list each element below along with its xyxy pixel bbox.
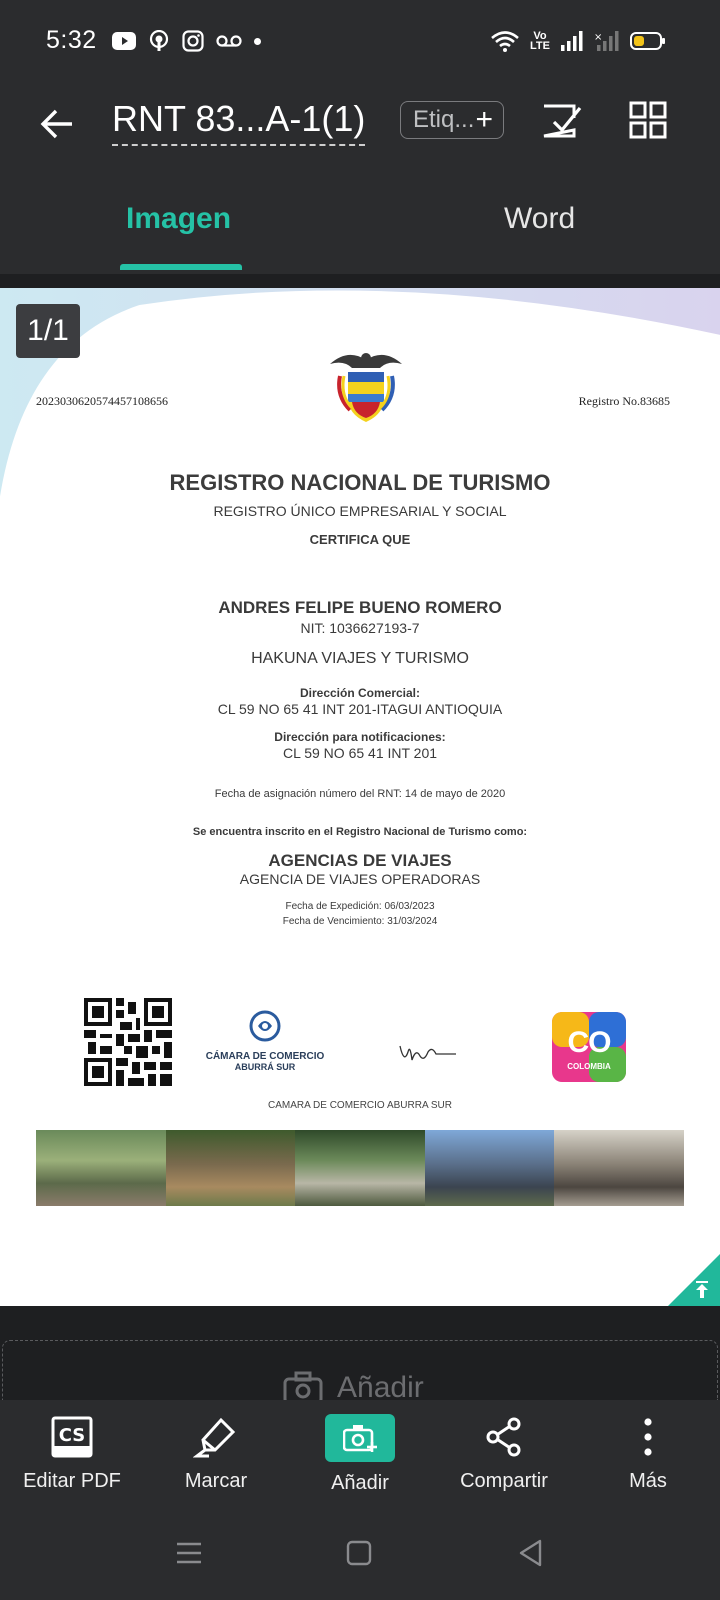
expiry-date: Fecha de Vencimiento: 31/03/2024 [282,916,438,927]
document-heading: REGISTRO NACIONAL DE TURISMO [169,470,551,495]
active-tab-indicator [120,264,242,270]
signature-icon [398,1040,458,1066]
add-label: Añadir [331,1472,389,1494]
share-label: Compartir [460,1470,548,1492]
notification-address-label: Dirección para notificaciones: [274,730,446,744]
status-time: 5:32 [46,26,97,54]
camara-comercio-logo [200,1010,330,1072]
company-name: HAKUNA VIAJES Y TURISMO [251,650,469,667]
app-bar [0,84,720,274]
registration-category: AGENCIAS DE VIAJES [268,851,452,870]
svg-text:×: × [594,32,603,43]
tab-imagen[interactable]: Imagen [126,202,232,235]
system-nav-bar [0,1506,720,1600]
edit-pdf-button[interactable] [0,1400,144,1506]
holder-nit: NIT: 1036627193-7 [300,620,420,636]
document-id-code: 2023030620574457108656 [36,394,168,408]
tab-word[interactable]: Word [504,202,576,235]
document-subheading: REGISTRO ÚNICO EMPRESARIAL Y SOCIAL [213,503,507,519]
signal-icon [560,31,584,51]
page-indicator: 1/1 [16,304,80,358]
notification-address: CL 59 NO 65 41 INT 201 [282,745,438,761]
svg-text:CS: CS [58,1425,86,1446]
mark-label: Marcar [184,1470,248,1492]
add-page-drop-zone[interactable] [2,1340,718,1400]
dot-icon [254,38,261,45]
mark-button[interactable] [144,1400,288,1506]
status-bar [0,0,720,84]
recent-apps-icon[interactable] [174,1538,204,1568]
rnt-assignment-date: Fecha de asignación número del RNT: 14 de mayo de 2020 [214,788,506,800]
co-logo-letters: CO [567,1026,611,1059]
grid-view-icon[interactable] [628,100,668,140]
add-button[interactable] [288,1400,432,1506]
tourism-photo-strip [36,1130,684,1206]
scroll-to-top-icon[interactable] [668,1254,720,1306]
share-button[interactable] [432,1400,576,1506]
status-system-icons [490,30,666,52]
edit-pdf-label: Editar PDF [23,1470,121,1492]
plus-icon: + [475,103,493,136]
photo-statue-garden [295,1130,425,1206]
signal-off-icon [594,31,620,51]
more-vertical-icon [642,1416,654,1458]
volte-icon: Vo LTE [530,30,550,52]
wifi-icon [490,30,520,52]
co-logo-label: COLOMBIA [567,1062,611,1071]
bottom-toolbar [0,1400,720,1506]
cs-pdf-icon [51,1416,93,1458]
colombia-coat-of-arms-icon [328,346,404,426]
instagram-icon [182,30,204,52]
camera-icon [283,1371,323,1400]
select-check-icon[interactable] [540,100,584,142]
more-label: Más [629,1470,667,1492]
commercial-address: CL 59 NO 65 41 INT 201-ITAGUI ANTIOQUIA [217,701,503,717]
camara-caption: CAMARA DE COMERCIO ABURRA SUR [268,1100,452,1111]
document-page-image[interactable] [0,288,720,1306]
camara-logo-line1: CÁMARA DE COMERCIO [205,1051,325,1062]
add-page-label: Añadir [337,1371,424,1400]
podcast-icon [148,30,170,52]
tag-button[interactable] [400,101,504,139]
photo-fountain-courtyard [166,1130,296,1206]
back-nav-icon[interactable] [516,1538,546,1568]
registro-number: Registro No.83685 [578,394,670,408]
back-arrow-icon[interactable] [38,104,78,144]
qr-code-icon [84,998,172,1086]
home-icon[interactable] [344,1538,374,1568]
camera-add-icon [343,1424,377,1452]
camara-logo-line2: ABURRÁ SUR [234,1062,296,1072]
more-button[interactable] [576,1400,720,1506]
tag-button-label: Etiq... [413,106,475,133]
battery-icon [630,31,666,51]
registration-subcategory: AGENCIA DE VIAJES OPERADORAS [239,871,481,887]
holder-name: ANDRES FELIPE BUENO ROMERO [218,598,502,617]
commercial-address-label: Dirección Comercial: [299,686,421,700]
photo-church [425,1130,555,1206]
registered-as-label: Se encuentra inscrito en el Registro Nacional de Turismo como: [192,826,528,838]
voicemail-icon [216,34,242,48]
issue-date: Fecha de Expedición: 06/03/2023 [285,901,435,912]
share-icon [484,1416,524,1458]
certifica-label: CERTIFICA QUE [309,532,411,547]
highlighter-icon [193,1416,239,1458]
camara-comercio-emblem-icon [249,1010,281,1042]
add-page-content [283,1371,424,1400]
status-notification-icons [112,30,261,52]
photo-museum-interior [554,1130,684,1206]
youtube-icon [112,32,136,50]
photo-plaza [36,1130,166,1206]
document-title[interactable]: RNT 83...A-1(1) [112,98,365,146]
